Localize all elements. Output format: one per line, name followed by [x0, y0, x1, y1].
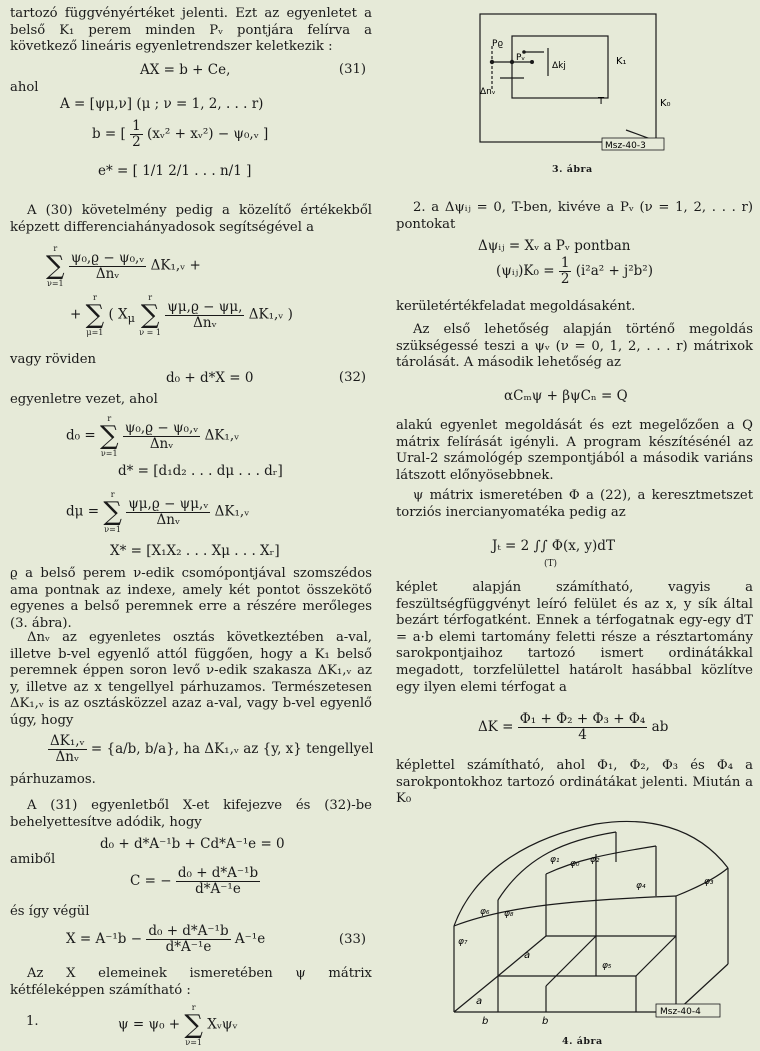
paragraph-ural: alakú egyenlet megoldását és ezt megelőzően a Q mátrix felírását igényli. A program készítésénél az Ural-2 számológép szempontjából a második variáns látszott előnyösebbnek. [396, 418, 753, 483]
fig3-label-p-nu: Pᵥ [516, 53, 526, 63]
text-amibol: amiből [10, 852, 56, 867]
paragraph-delta-n: Δnᵥ az egyenletes osztás következtében a-val, illetve b-vel egyenlő attól függően, hogy a K₁ belső peremnek éppen soron levő ν-edik szakasza ΔK₁,ᵥ az y, illetve az x tengellyel párhuzamos. Természetesen ΔK₁,ᵥ is az osztásközzel azaz a-val, vagy b-vel egyenlő úgy, hogy [10, 630, 372, 728]
equation-32: d₀ + d*X = 0 [166, 370, 254, 386]
fig4-phi1: φ₁ [550, 855, 560, 865]
item-1-number: 1. [26, 1014, 39, 1029]
paragraph-substitution: A (31) egyenletből X-et kifejezve és (32)-be behelyettesítve adódik, hogy [10, 798, 372, 830]
definition-dmu: dμ = r ∑ ν=1 $\frac{\text{ψμ,ϱ − ψμ,ᵥ}}{\text{Δnᵥ}}$ ΔK₁,ᵥ [66, 490, 250, 534]
paragraph-rho: ϱ a belső perem ν-edik csomópontjával szomszédos ama pontnak az indexe, amely két pontot összekötő egyenes a belső peremnek erre a részére merőleges (3. ábra). [10, 566, 372, 631]
paragraph-two-ways: Az X elemeinek ismeretében ψ mátrix kétféleképpen számítható : [10, 966, 372, 998]
text-egyenletre: egyenletre vezet, ahol [10, 392, 158, 407]
figure-4-caption: 4. ábra [562, 1036, 603, 1047]
text-ahol: ahol [10, 80, 39, 95]
text-keruletertek: kerületértékfeladat megoldásaként. [396, 299, 636, 314]
definition-b: b = [ $\frac{1}{2}$ (xᵥ² + xᵥ²) − ψ₀,ᵥ ] [92, 118, 269, 150]
equation-31: AX = b + Ce, [140, 62, 231, 78]
fig4-phi0: φ₀ [570, 859, 580, 869]
equation-laplace: Δψᵢⱼ = Xᵥ a Pᵥ pontban [478, 238, 631, 254]
equation-C: C = − $\frac{\text{d₀ + d*A⁻¹b}}{\text{d*A⁻¹e}}$ [130, 865, 259, 897]
item-1-equation: ψ = ψ₀ + r ∑ ν=1 Xᵥψᵥ [118, 1003, 238, 1047]
text-es-igy-vegul: és így végül [10, 904, 90, 919]
paragraph-first-option: Az első lehetőség alapján történő megoldás szükségessé teszi a ψᵥ (ν = 0, 1, 2, . . . r) mátrixok tárolását. A második lehetőség az [396, 322, 753, 371]
fig4-phi4: φ₄ [636, 881, 646, 891]
fig3-label-p-rho: Pϱ [492, 39, 504, 49]
equation-33: X = A⁻¹b − $\frac{\text{d₀ + d*A⁻¹b}}{\text{d*A⁻¹e}}$ A⁻¹e [66, 923, 266, 955]
ratio-equation: $\frac{\text{ΔK₁,ᵥ}}{\text{Δnᵥ}}$ = {a/b, b/a}, ha ΔK₁,ᵥ az {y, x} tengellyel [50, 733, 374, 765]
equation-number-31: (31) [338, 62, 366, 77]
sum-expression-b: + r ∑ μ=1 ( $X_\mu$ r ∑ ν = 1 $\frac{\psi\mu,ϱ - \psi\mu,}{\text{Δnᵥ}}$ ΔK₁,ᵥ ) [70, 293, 293, 337]
fig4-phi6: φ₆ [480, 907, 490, 917]
paragraph-torsion: ψ mátrix ismeretében Φ a (22), a keresztmetszet torziós inercianyomatéka pedig az [396, 488, 753, 520]
fig3-code: Msz-40-3 [605, 141, 646, 151]
equation-torsion-inertia: Jₜ = 2 ∫∫ Φ(x, y)dT [492, 538, 615, 554]
equation-boundary: (ψᵢⱼ)K₀ = $\frac{1}{2}$ (i²a² + j²b²) [496, 255, 653, 287]
definition-d0: d₀ = r ∑ ν=1 $\frac{\text{ψ₀,ϱ − ψ₀,ᵥ}}{\text{Δnᵥ}}$ ΔK₁,ᵥ [66, 414, 240, 458]
paragraph-requirement: A (30) követelmény pedig a közelítő értékekből képzett differenciahányadosok segítségével a [10, 203, 372, 235]
fig3-label-K0: K₀ [660, 98, 671, 109]
fig4-phi5: φ₅ [602, 961, 612, 971]
fig3-label-dn: Δnᵥ [480, 87, 496, 97]
equation-substituted: d₀ + d*A⁻¹b + Cd*A⁻¹e = 0 [100, 836, 285, 852]
definition-e: e* = [ 1/1 2/1 . . . n/1 ] [98, 163, 252, 179]
fig4-a1: a [476, 996, 483, 1007]
paragraph-ordinates: képlettel számítható, ahol Φ₁, Φ₂, Φ₃ és Φ₄ a sarokpontokhoz tartozó ordinátákat jelenti. Miután a K₀ [396, 758, 753, 807]
text-parhuzamos: párhuzamos. [10, 772, 96, 787]
fig4-b1: b [482, 1016, 489, 1027]
figure-3 [478, 12, 736, 160]
figure-3-caption: 3. ábra [552, 164, 593, 175]
fig4-phi2: φ₂ [590, 855, 600, 865]
equation-matrix: αCₘψ + βψCₙ = Q [504, 388, 628, 404]
paragraph-option-2: 2. a Δψᵢⱼ = 0, T-ben, kivéve a Pᵥ (ν = 1, 2, . . . r) pontokat [396, 200, 753, 232]
definition-xstar: X* = [X₁X₂ . . . Xμ . . . Xᵣ] [110, 543, 280, 559]
fig3-label-K1: K₁ [616, 56, 627, 67]
figure-4 [446, 796, 736, 1028]
fig4-a2: a [524, 950, 531, 961]
paragraph-volume: képlet alapján számítható, vagyis a feszültségfüggvényt leíró felület és az x, y sík által bezárt térfogatként. Ennek a térfogatnak egy-egy dT = a·b elemi tartomány feletti része a résztartomány sarokpontjaihoz tartozó ismert ordinátákkal megadott, torzfelülettel határolt hasábbal közlítve egy ilyen elemi térfogat a [396, 580, 753, 695]
equation-volume-element: ΔK = $\frac{\text{Φ₁ + Φ₂ + Φ₃ + Φ₄}}{4}$ ab [478, 711, 669, 743]
definition-A: A = [ψμ,ν] (μ ; ν = 1, 2, . . . r) [60, 96, 264, 112]
definition-dstar: d* = [d₁d₂ . . . dμ . . . dᵣ] [118, 463, 283, 479]
fig3-label-T: T [598, 96, 605, 107]
equation-number-32: (32) [338, 370, 366, 385]
integral-domain: (T) [544, 559, 558, 569]
paragraph-intro: tartozó függvényértéket jelenti. Ezt az egyenletet a belső K₁ perem minden Pᵥ pontjára felírva a következő lineáris egyenletrendszer keletkezik : [10, 6, 372, 55]
equation-number-33: (33) [338, 932, 366, 947]
fig4-b2: b [542, 1016, 549, 1027]
text-vagy-roviden: vagy röviden [10, 352, 97, 367]
fig4-phi8: φ₈ [504, 909, 514, 919]
fig3-label-dk: Δkj [552, 61, 566, 71]
sum-expression-a: r ∑ ν=1 $\frac{\text{ψ₀,ϱ − ψ₀,ᵥ}}{\text{Δnᵥ}}$ ΔK₁,ᵥ + [46, 244, 201, 288]
fig4-phi3: φ₃ [704, 877, 714, 887]
fig4-phi7: φ₇ [458, 937, 468, 947]
fig4-code: Msz-40-4 [660, 1007, 701, 1017]
